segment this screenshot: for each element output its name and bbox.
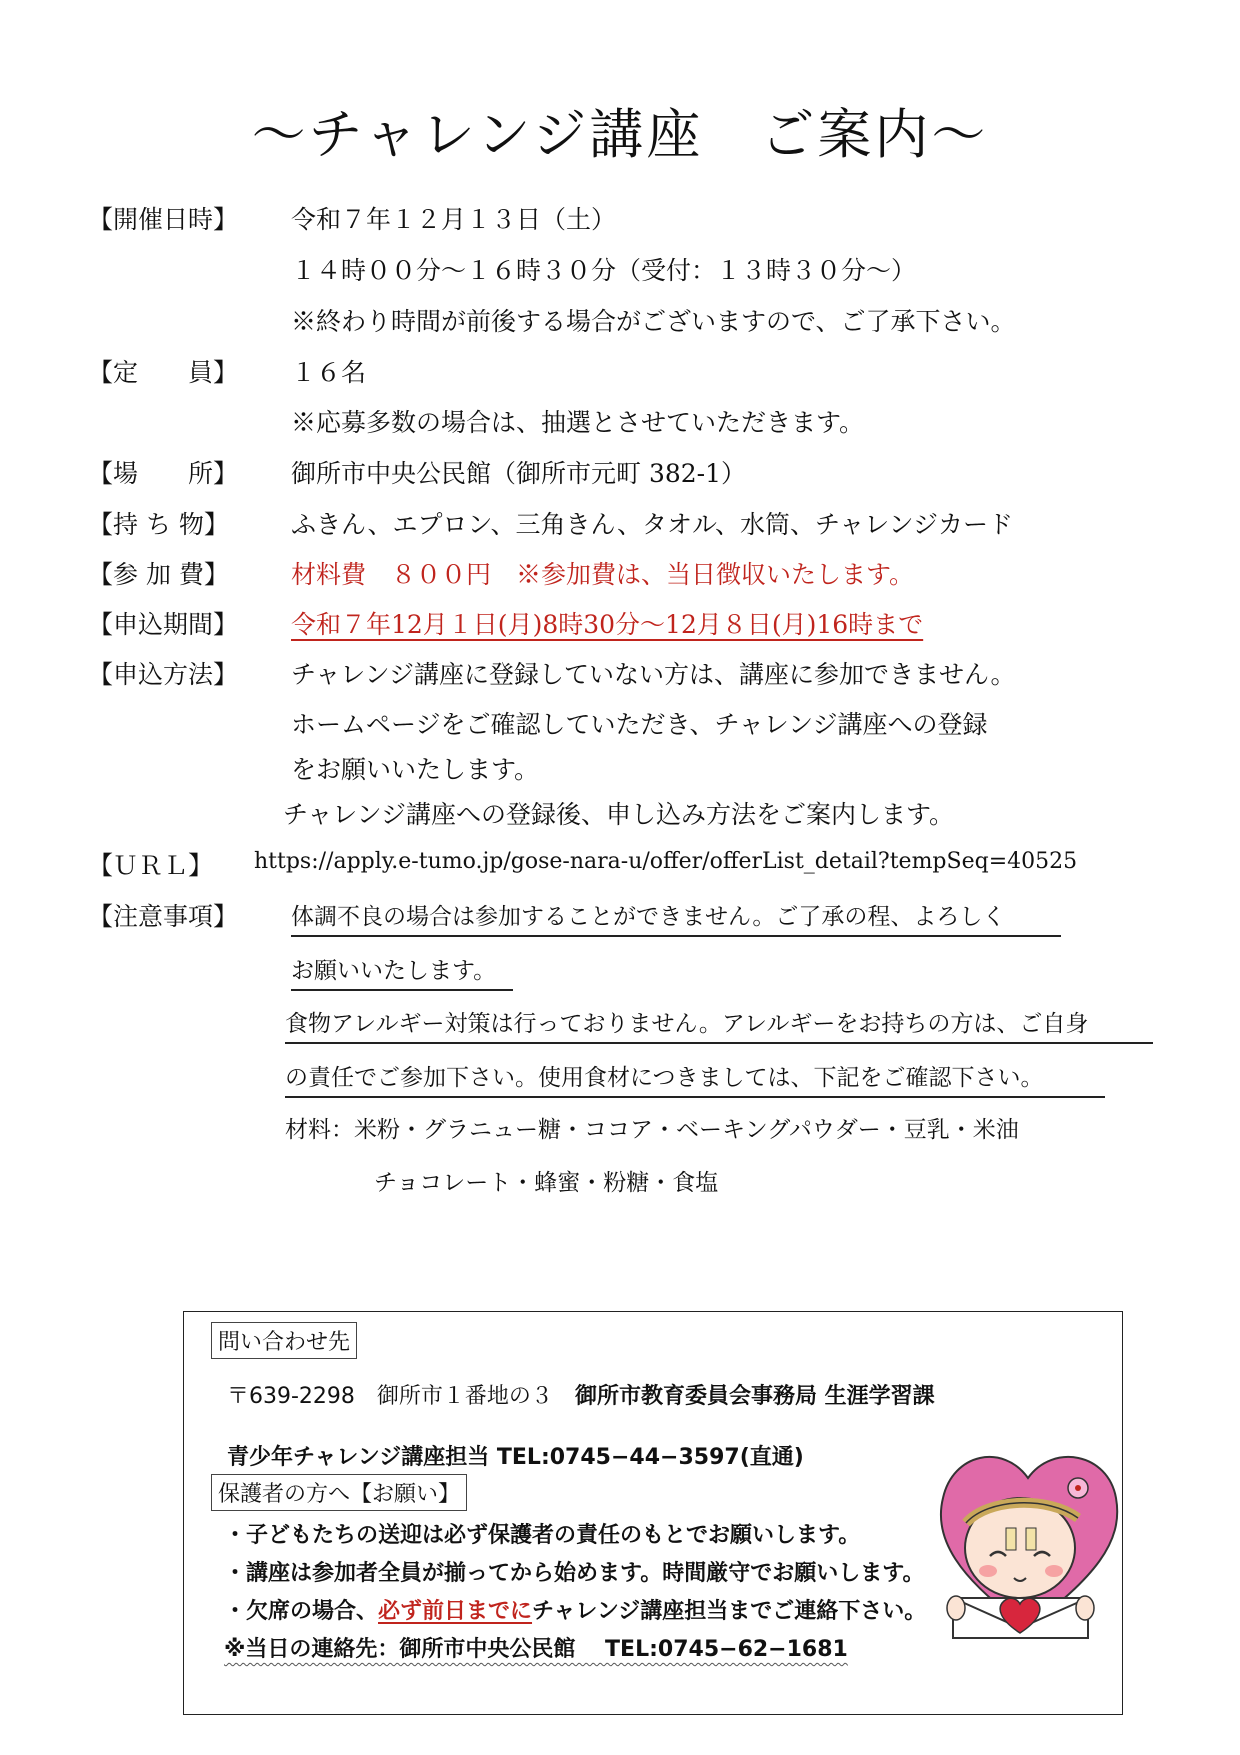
url-link[interactable]: https://apply.e-tumo.jp/gose-nara-u/offer/offerList_detail?tempSeq=40525 — [254, 849, 1078, 874]
guardian-item-3 — [224, 1594, 926, 1625]
label-place: 【場 所】 — [88, 459, 239, 488]
guardians-heading: 保護者の方へ【お願い】 — [211, 1474, 467, 1511]
date-value: 令和７年１２月１３日（土） — [291, 205, 617, 234]
absence-highlight: 必ず前日までに — [378, 1599, 533, 1624]
fee-value: 材料費 ８００円 ※参加費は、当日徴収いたします。 — [291, 560, 915, 589]
items-value: ふきん、エプロン、三角きん、タオル、水筒、チャレンジカード — [291, 510, 1014, 539]
absence-prefix: ・欠席の場合、 — [224, 1599, 379, 1624]
method-line-4: チャレンジ講座への登録後、申し込み方法をご案内します。 — [283, 800, 955, 829]
place-value: 御所市中央公民館（御所市元町 382-1） — [291, 459, 747, 488]
contact-office: 御所市教育委員会事務局 生涯学習課 — [574, 1384, 935, 1409]
contact-address-plain: 〒639-2298 御所市１番地の３ — [227, 1384, 553, 1409]
period-value: 令和７年12月１日(月)8時30分〜12月８日(月)16時まで — [291, 610, 924, 639]
label-items: 【持 ち 物】 — [88, 510, 229, 539]
ingredients-line-2: チョコレート・蜂蜜・粉糖・食塩 — [374, 1170, 719, 1196]
capacity-note: ※応募多数の場合は、抽選とさせていただきます。 — [291, 408, 865, 437]
time-note: ※終わり時間が前後する場合がございますので、ご了承下さい。 — [291, 307, 1016, 336]
note-line-1: 体調不良の場合は参加することができません。ご了承の程、よろしく — [291, 898, 1061, 937]
time-value: １４時００分〜１６時３０分（受付：１３時３０分〜） — [291, 256, 917, 285]
label-url: 【ＵＲＬ】 — [88, 851, 214, 880]
contact-phone: 青少年チャレンジ講座担当 TEL:0745−44−3597(直通) — [227, 1445, 804, 1470]
method-line-3: をお願いいたします。 — [291, 755, 540, 784]
method-line-2: ホームページをご確認していただき、チャレンジ講座への登録 — [291, 710, 988, 739]
day-contact: ※当日の連絡先：御所市中央公民館 TEL:0745−62−1681 — [224, 1637, 848, 1662]
label-date: 【開催日時】 — [88, 205, 239, 234]
mascot-illustration — [928, 1428, 1128, 1643]
contact-address — [227, 1379, 935, 1410]
note-line-2: お願いいたします。 — [291, 952, 513, 991]
page-title: 〜チャレンジ講座 ご案内〜 — [251, 103, 989, 166]
label-capacity: 【定 員】 — [88, 358, 239, 387]
contact-heading: 問い合わせ先 — [211, 1322, 357, 1359]
ingredients-line-1: 材料：米粉・グラニュー糖・ココア・ベーキングパウダー・豆乳・米油 — [285, 1117, 1019, 1143]
guardian-item-2: ・講座は参加者全員が揃ってから始めます。時間厳守でお願いします。 — [224, 1561, 925, 1586]
label-notes: 【注意事項】 — [88, 902, 239, 931]
label-method: 【申込方法】 — [88, 660, 239, 689]
capacity-value: １６名 — [291, 358, 367, 387]
note-line-3: 食物アレルギー対策は行っておりません。アレルギーをお持ちの方は、ご自身 — [285, 1005, 1153, 1044]
label-period: 【申込期間】 — [88, 610, 239, 639]
note-line-4: の責任でご参加下さい。使用食材につきましては、下記をご確認下さい。 — [285, 1059, 1105, 1098]
guardian-item-1: ・子どもたちの送迎は必ず保護者の責任のもとでお願いします。 — [224, 1523, 861, 1548]
method-line-1: チャレンジ講座に登録していない方は、講座に参加できません。 — [291, 660, 1016, 689]
absence-suffix: チャレンジ講座担当までご連絡下さい。 — [532, 1599, 927, 1624]
label-fee: 【参 加 費】 — [88, 560, 229, 589]
